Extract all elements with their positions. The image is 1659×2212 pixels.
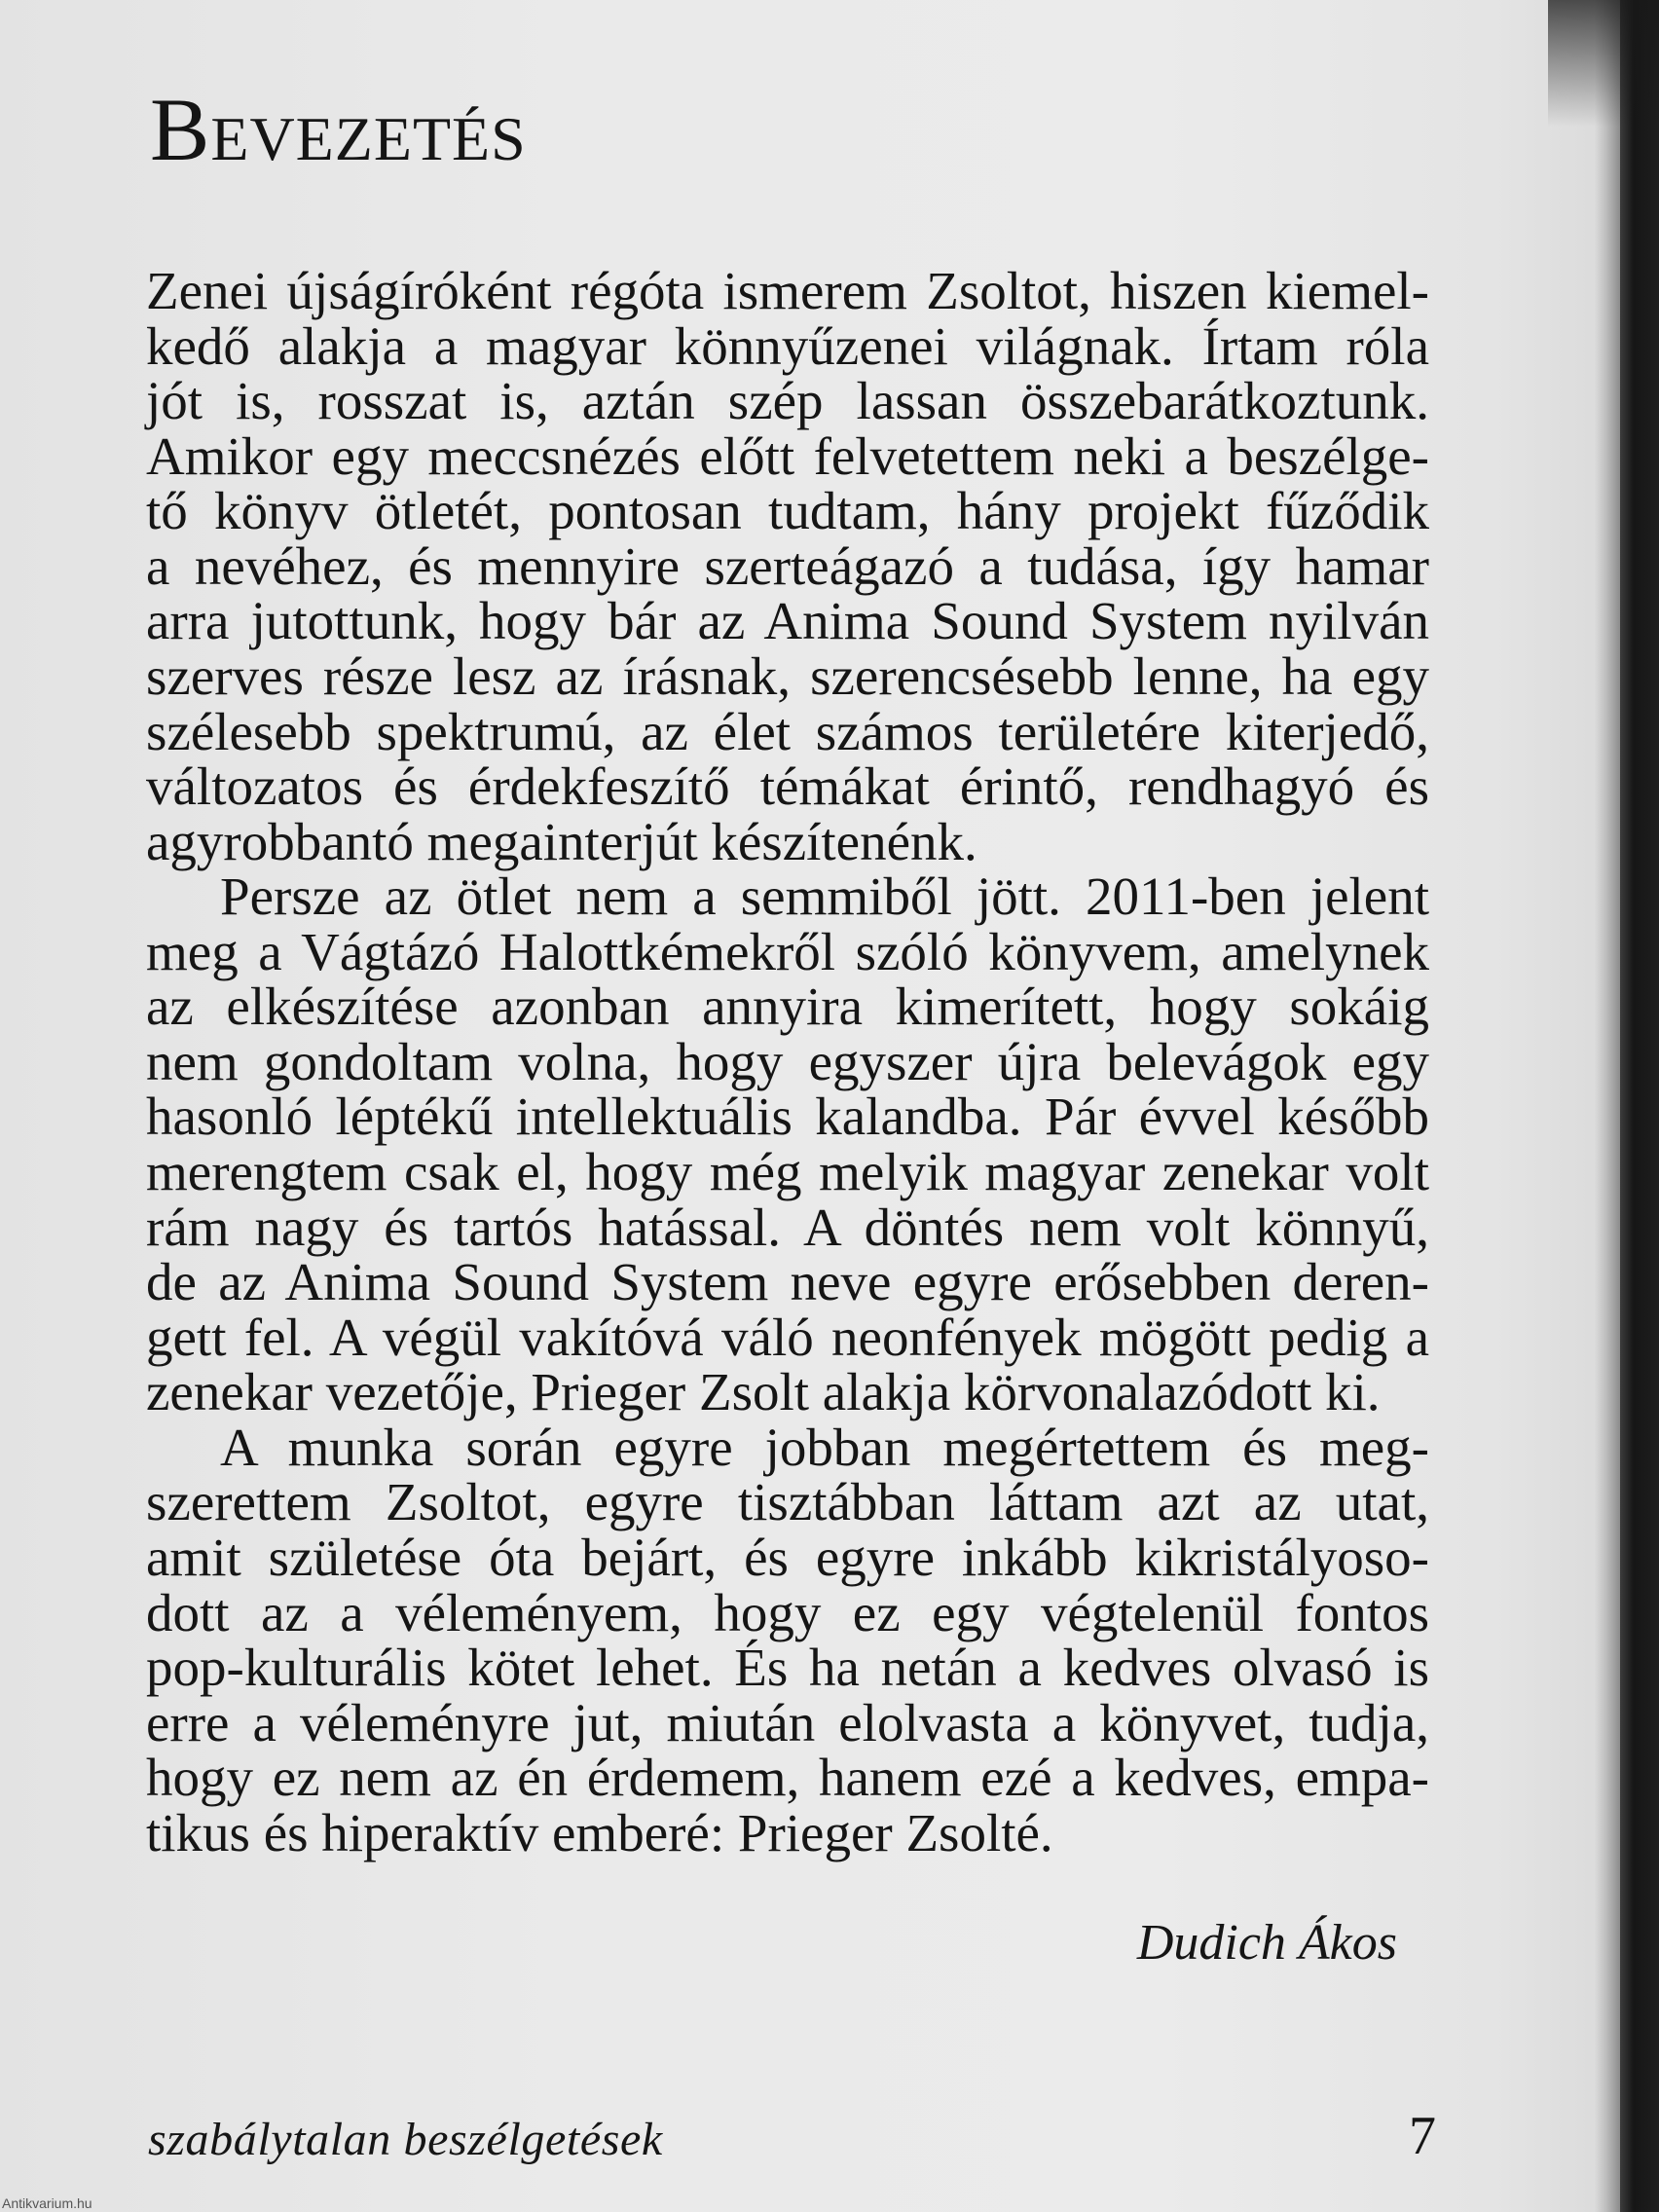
text-line: szerettem Zsoltot, egyre tisztábban láttam azt az utat, — [146, 1472, 1429, 1532]
text-line: hogy ez nem az én érdemem, hanem ezé a kedves, empa- — [146, 1748, 1429, 1808]
page-number: 7 — [1409, 2106, 1436, 2166]
paragraph — [146, 866, 1429, 1422]
text-line: Zenei újságíróként régóta ismerem Zsoltot, hiszen kiemel- — [146, 261, 1429, 320]
text-line: erre a véleményre jut, miután elolvasta a könyvet, tudja, — [146, 1692, 1429, 1752]
text-line: tikus és hiperaktív emberé: Prieger Zsolté. — [146, 1802, 1053, 1862]
text-line: jót is, rosszat is, aztán szép lassan összebarátkoztunk. — [146, 371, 1429, 431]
paragraph — [146, 261, 1429, 871]
text-line: A munka során egyre jobban megértettem és meg- — [220, 1417, 1429, 1477]
watermark: Antikvarium.hu — [2, 2195, 92, 2211]
page-edge-highlight — [1595, 0, 1620, 2212]
author-signature: Dudich Ákos — [1136, 1915, 1397, 1971]
text-line: hasonló léptékű intellektuális kalandba. Pár évvel később — [146, 1087, 1429, 1147]
text-line: a nevéhez, és mennyire szerteágazó a tudása, így hamar — [146, 535, 1429, 596]
text-line: pop-kulturális kötet lehet. És ha netán a kedves olvasó is — [146, 1638, 1429, 1698]
text-line: kedő alakja a magyar könnyűzenei világnak. Írtam róla — [146, 315, 1429, 376]
text-line: Persze az ötlet nem a semmiből jött. 2011-ben jelent — [220, 866, 1429, 927]
text-line: merengtem csak el, hogy még melyik magyar zenekar volt — [146, 1142, 1429, 1201]
text-line: Amikor egy meccsnézés előtt felvetettem neki a beszélge- — [146, 425, 1429, 486]
text-line: az elkészítése azonban annyira kimerített, hogy sokáig — [146, 977, 1429, 1037]
text-line: tő könyv ötletét, pontosan tudtam, hány projekt fűződik — [146, 481, 1429, 541]
corner-shadow — [1548, 0, 1659, 127]
paragraph — [146, 1417, 1429, 1862]
text-line: szerves része lesz az írásnak, szerencsésebb lenne, ha egy — [146, 645, 1429, 706]
running-footer-title: szabálytalan beszélgetések — [148, 2114, 663, 2165]
text-line: gett fel. A végül vakítóvá váló neonfények mögött pedig a — [146, 1307, 1429, 1367]
text-line: meg a Vágtázó Halottkémekről szóló könyvem, amelynek — [146, 921, 1429, 981]
text-line: amit születése óta bejárt, és egyre inkább kikristályoso- — [146, 1527, 1429, 1587]
text-line: agyrobbantó megainterjút készítenénk. — [146, 811, 977, 871]
body-text — [146, 261, 1429, 1862]
text-line: szélesebb spektrumú, az élet számos területére kiterjedő, — [146, 701, 1429, 761]
text-line: rám nagy és tartós hatással. A döntés nem volt könnyű, — [146, 1197, 1429, 1257]
text-line: arra jutottunk, hogy bár az Anima Sound System nyilván — [146, 591, 1429, 651]
text-line: nem gondoltam volna, hogy egyszer újra belevágok egy — [146, 1031, 1429, 1091]
text-line: zenekar vezetője, Prieger Zsolt alakja körvonalazódott ki. — [146, 1362, 1381, 1422]
chapter-title: Bevezetés — [150, 80, 527, 179]
text-line: változatos és érdekfeszítő témákat érintő, rendhagyó és — [146, 756, 1429, 817]
page-edge-shadow — [1620, 0, 1659, 2212]
text-line: de az Anima Sound System neve egyre erősebben deren- — [146, 1252, 1429, 1312]
text-line: dott az a véleményem, hogy ez egy végtelenül fontos — [146, 1582, 1429, 1642]
